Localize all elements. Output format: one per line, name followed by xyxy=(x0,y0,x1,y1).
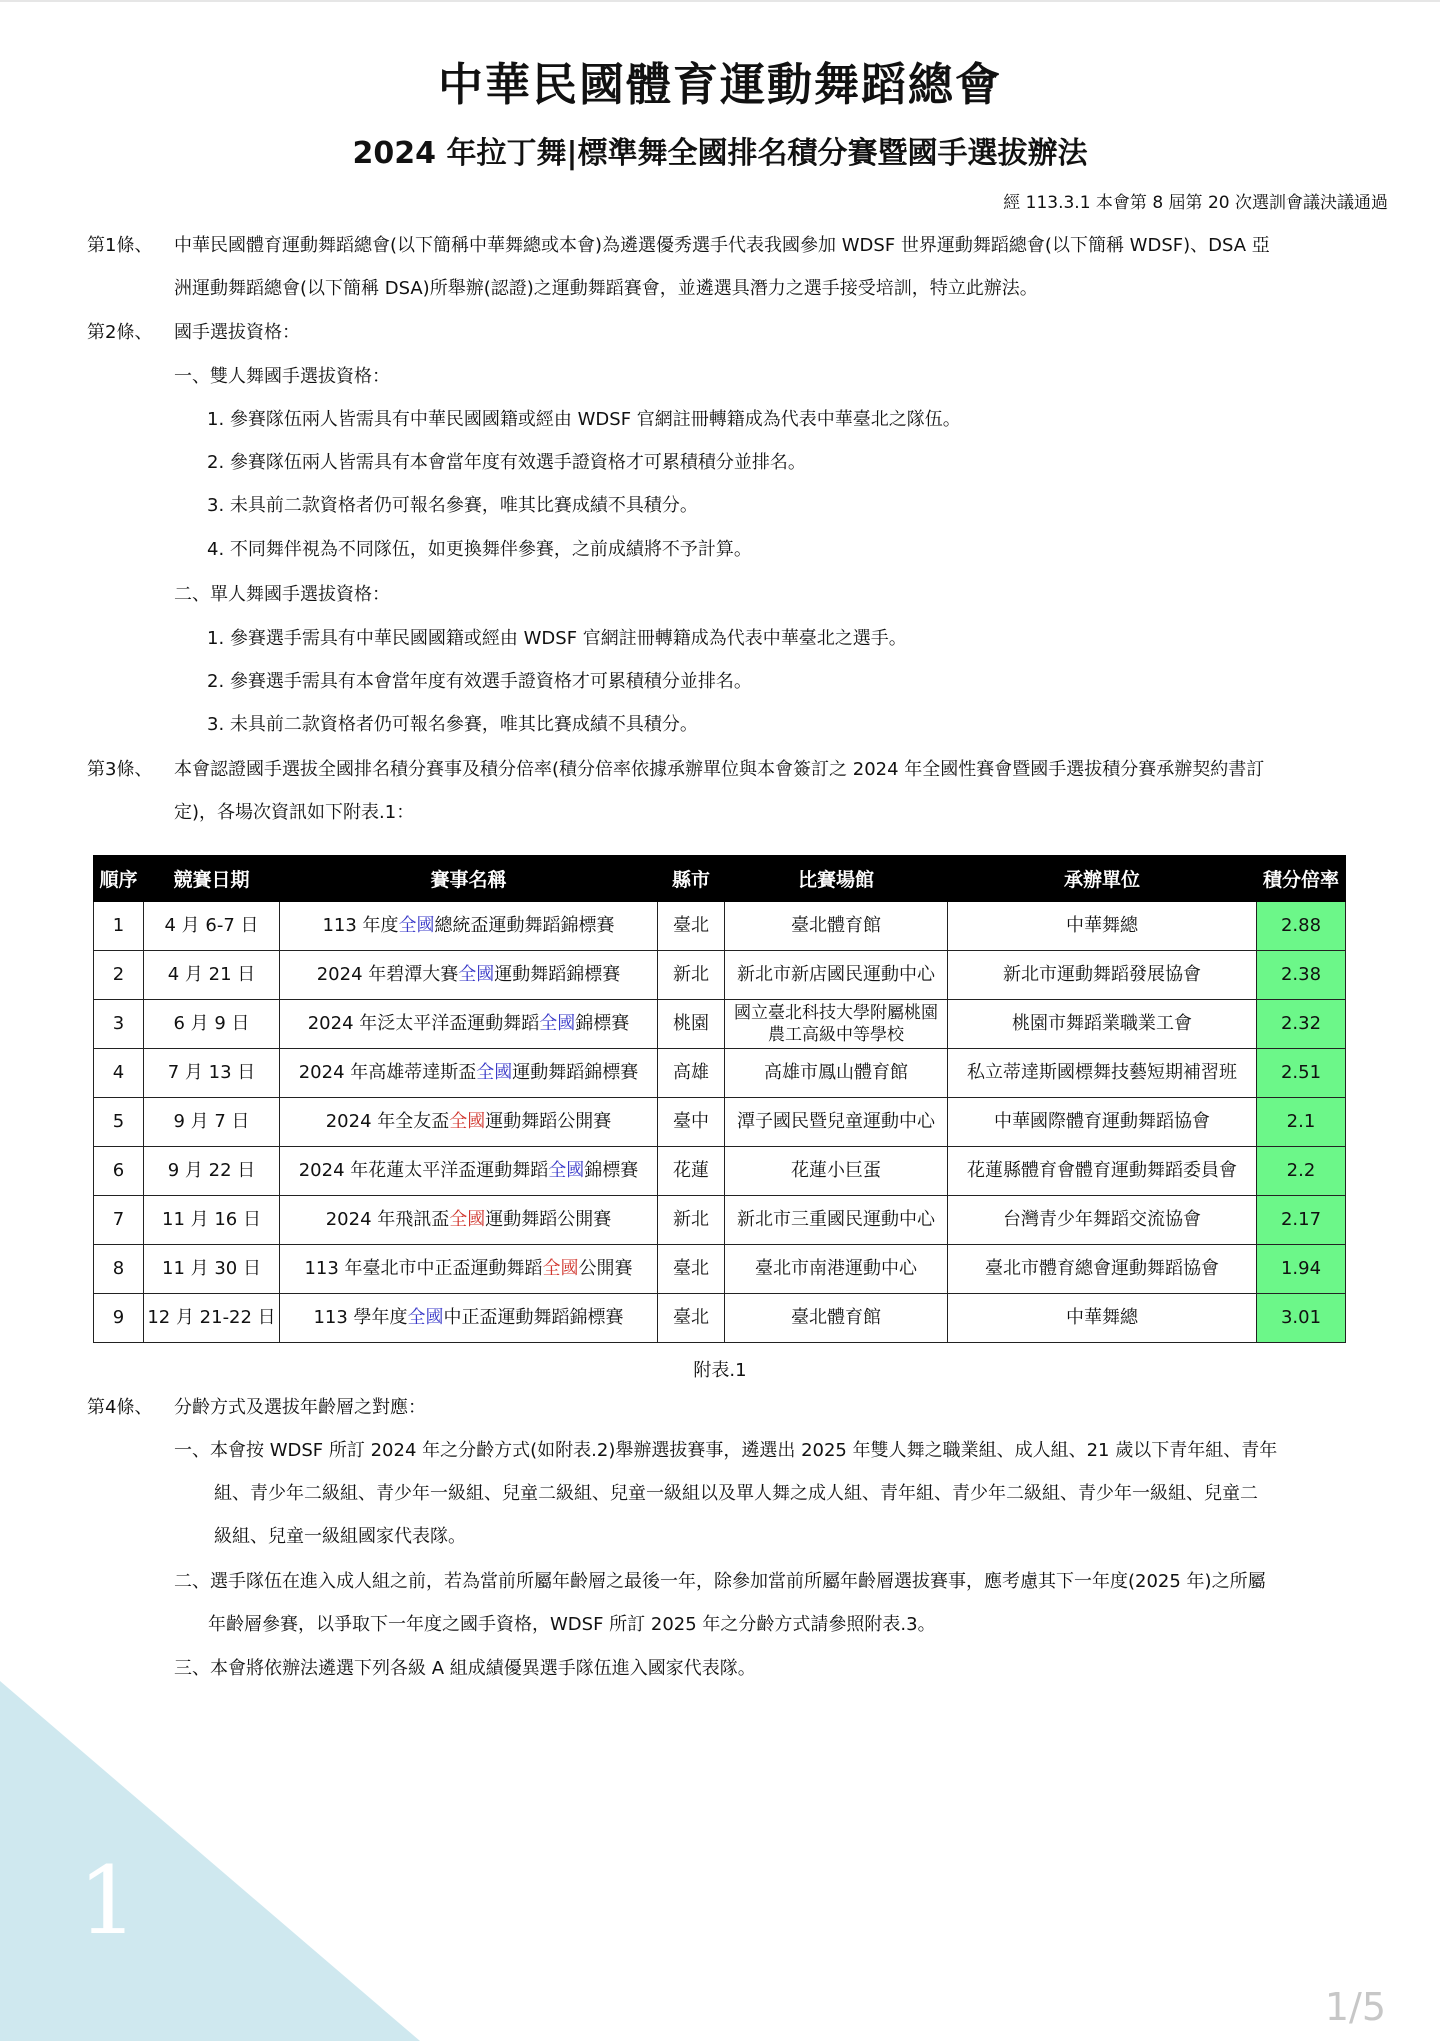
cell-event-name xyxy=(280,1049,658,1098)
article-3-line-2: 定)，各場次資訊如下附表.1： xyxy=(174,802,415,823)
cell-venue: 臺北體育館 xyxy=(725,1294,948,1343)
cell-venue: 臺北市南港運動中心 xyxy=(725,1245,948,1294)
cell-multiplier: 2.88 xyxy=(1257,902,1346,951)
cell-order: 4 xyxy=(94,1049,144,1098)
article-4-label: 第4條、 xyxy=(87,1397,153,1418)
event-name-prefix: 2024 年花蓮太平洋盃運動舞蹈 xyxy=(298,1160,549,1181)
article-4-paragraph-1-line-2: 組、青少年二級組、青少年一級組、兒童二級組、兒童一級組以及單人舞之成人組、青年組、青少年二級組、青少年一級組、兒童二 xyxy=(214,1483,1258,1504)
event-name-highlight: 全國 xyxy=(548,1160,585,1181)
cell-venue: 潭子國民暨兒童運動中心 xyxy=(725,1098,948,1147)
article-2-label: 第2條、 xyxy=(87,322,153,343)
article-1-line-2: 洲運動舞蹈總會(以下簡稱 DSA)所舉辦(認證)之運動舞蹈賽會，並遴選具潛力之選手接受培訓，特立此辦法。 xyxy=(174,278,1038,299)
article-4-paragraph-1-line-1: 一、本會按 WDSF 所訂 2024 年之分齡方式(如附表.2)舉辦選拔賽事，遴選出 2025 年雙人舞之職業組、成人組、21 歲以下青年組、青年 xyxy=(174,1440,1278,1461)
cell-city: 臺北 xyxy=(658,1245,725,1294)
article-4-paragraph-2-line-2: 年齡層參賽，以爭取下一年度之國手資格，WDSF 所訂 2025 年之分齡方式請參照附表.3。 xyxy=(208,1614,936,1635)
cell-date: 6 月 9 日 xyxy=(144,1000,280,1049)
cell-city: 花蓮 xyxy=(658,1147,725,1196)
column-header-order: 順序 xyxy=(94,856,144,902)
table-row xyxy=(94,1147,1346,1196)
article-2-section-1-item-1: 1. 參賽隊伍兩人皆需具有中華民國國籍或經由 WDSF 官網註冊轉籍成為代表中華臺北之隊伍。 xyxy=(207,409,961,430)
cell-date: 7 月 13 日 xyxy=(144,1049,280,1098)
cell-multiplier: 2.38 xyxy=(1257,951,1346,1000)
article-2-section-1: 一、雙人舞國手選拔資格： xyxy=(174,366,390,387)
cell-order: 7 xyxy=(94,1196,144,1245)
table-row xyxy=(94,1294,1346,1343)
article-4-paragraph-1 xyxy=(174,1429,1344,1558)
cell-event-name xyxy=(280,1196,658,1245)
cell-city: 臺中 xyxy=(658,1098,725,1147)
event-name-prefix: 2024 年泛太平洋盃運動舞蹈 xyxy=(307,1013,540,1034)
cell-city: 新北 xyxy=(658,951,725,1000)
cell-city: 新北 xyxy=(658,1196,725,1245)
article-2-section-2-item-1: 1. 參賽選手需具有中華民國國籍或經由 WDSF 官網註冊轉籍成為代表中華臺北之選手。 xyxy=(207,628,907,649)
top-border xyxy=(0,0,1440,2)
cell-organizer: 花蓮縣體育會體育運動舞蹈委員會 xyxy=(948,1147,1257,1196)
event-name-highlight: 全國 xyxy=(449,1209,486,1230)
article-2-section-2-item-3: 3. 未具前二款資格者仍可報名參賽，唯其比賽成績不具積分。 xyxy=(207,714,698,735)
cell-venue: 高雄市鳳山體育館 xyxy=(725,1049,948,1098)
article-2-text: 國手選拔資格： xyxy=(174,322,300,343)
cell-venue: 新北市新店國民運動中心 xyxy=(725,951,948,1000)
event-name-suffix: 運動舞蹈公開賽 xyxy=(485,1111,612,1132)
table-row xyxy=(94,1196,1346,1245)
article-2-section-2-item-2: 2. 參賽選手需具有本會當年度有效選手證資格才可累積積分並排名。 xyxy=(207,671,752,692)
cell-multiplier: 2.1 xyxy=(1257,1098,1346,1147)
article-3-label: 第3條、 xyxy=(87,759,153,780)
article-4-paragraph-2-line-1: 二、選手隊伍在進入成人組之前，若為當前所屬年齡層之最後一年，除參加當前所屬年齡層選拔賽事，應考慮其下一年度(2025 年)之所屬 xyxy=(174,1571,1266,1592)
page-number: 1 xyxy=(78,1847,138,1956)
event-name-highlight: 全國 xyxy=(476,1062,513,1083)
event-name-prefix: 2024 年高雄蒂達斯盃 xyxy=(298,1062,477,1083)
cell-date: 11 月 30 日 xyxy=(144,1245,280,1294)
document-subtitle: 2024 年拉丁舞|標準舞全國排名積分賽暨國手選拔辦法 xyxy=(352,136,1088,171)
cell-event-name xyxy=(280,1147,658,1196)
table-caption: 附表.1 xyxy=(693,1360,747,1381)
cell-organizer: 中華舞總 xyxy=(948,902,1257,951)
article-2-section-1-item-4: 4. 不同舞伴視為不同隊伍，如更換舞伴參賽，之前成績將不予計算。 xyxy=(207,539,752,560)
cell-date: 12 月 21-22 日 xyxy=(144,1294,280,1343)
cell-multiplier: 2.32 xyxy=(1257,1000,1346,1049)
event-name-highlight: 全國 xyxy=(542,1258,579,1279)
column-header-date: 競賽日期 xyxy=(144,856,280,902)
event-name-suffix: 中正盃運動舞蹈錦標賽 xyxy=(443,1307,624,1328)
cell-multiplier: 3.01 xyxy=(1257,1294,1346,1343)
article-3-line-1: 本會認證國手選拔全國排名積分賽事及積分倍率(積分倍率依據承辦單位與本會簽訂之 2024 年全國性賽會暨國手選拔積分賽承辦契約書訂 xyxy=(174,759,1265,780)
cell-organizer: 私立蒂達斯國標舞技藝短期補習班 xyxy=(948,1049,1257,1098)
column-header-organizer: 承辦單位 xyxy=(948,856,1257,902)
column-header-city: 縣市 xyxy=(658,856,725,902)
event-name-highlight: 全國 xyxy=(398,915,435,936)
event-name-suffix: 總統盃運動舞蹈錦標賽 xyxy=(434,915,615,936)
event-name-highlight: 全國 xyxy=(449,1111,486,1132)
event-name-prefix: 113 學年度 xyxy=(313,1307,408,1328)
cell-date: 9 月 22 日 xyxy=(144,1147,280,1196)
article-4-text: 分齡方式及選拔年齡層之對應： xyxy=(174,1397,426,1418)
event-name-suffix: 錦標賽 xyxy=(575,1013,630,1034)
cell-city: 臺北 xyxy=(658,1294,725,1343)
event-name-prefix: 113 年度 xyxy=(322,915,399,936)
cell-event-name xyxy=(280,1098,658,1147)
decorative-corner-shape xyxy=(0,1681,420,2041)
column-header-multiplier: 積分倍率 xyxy=(1257,856,1346,902)
event-name-suffix: 運動舞蹈錦標賽 xyxy=(512,1062,639,1083)
cell-city: 臺北 xyxy=(658,902,725,951)
article-3-text xyxy=(174,748,1348,834)
column-header-event-name: 賽事名稱 xyxy=(280,856,658,902)
article-4-paragraph-2 xyxy=(174,1560,1344,1646)
cell-date: 4 月 21 日 xyxy=(144,951,280,1000)
cell-organizer: 中華舞總 xyxy=(948,1294,1257,1343)
cell-organizer: 新北市運動舞蹈發展協會 xyxy=(948,951,1257,1000)
table-row xyxy=(94,951,1346,1000)
cell-venue: 新北市三重國民運動中心 xyxy=(725,1196,948,1245)
table-header-row xyxy=(94,856,1346,902)
cell-city: 桃園 xyxy=(658,1000,725,1049)
article-4-paragraph-3: 三、本會將依辦法遴選下列各級 A 組成績優異選手隊伍進入國家代表隊。 xyxy=(174,1658,756,1679)
cell-event-name xyxy=(280,951,658,1000)
approval-note: 經 113.3.1 本會第 8 屆第 20 次選訓會議決議通過 xyxy=(1003,193,1388,213)
document-title: 中華民國體育運動舞蹈總會 xyxy=(437,58,1002,111)
article-1-label: 第1條、 xyxy=(87,235,153,256)
cell-order: 5 xyxy=(94,1098,144,1147)
table-row xyxy=(94,1049,1346,1098)
cell-order: 1 xyxy=(94,902,144,951)
table-body xyxy=(94,902,1346,1343)
event-name-highlight: 全國 xyxy=(407,1307,444,1328)
event-name-prefix: 113 年臺北市中正盃運動舞蹈 xyxy=(304,1258,543,1279)
cell-multiplier: 2.51 xyxy=(1257,1049,1346,1098)
cell-date: 9 月 7 日 xyxy=(144,1098,280,1147)
cell-date: 4 月 6-7 日 xyxy=(144,902,280,951)
cell-event-name xyxy=(280,902,658,951)
event-name-prefix: 2024 年飛訊盃 xyxy=(325,1209,450,1230)
table-row xyxy=(94,902,1346,951)
cell-multiplier: 2.17 xyxy=(1257,1196,1346,1245)
event-name-prefix: 2024 年碧潭大賽 xyxy=(316,964,459,985)
article-2-section-1-item-3: 3. 未具前二款資格者仍可報名參賽，唯其比賽成績不具積分。 xyxy=(207,495,698,516)
cell-venue: 國立臺北科技大學附屬桃園農工高級中等學校 xyxy=(725,1000,948,1049)
event-name-highlight: 全國 xyxy=(539,1013,576,1034)
cell-organizer: 桃園市舞蹈業職業工會 xyxy=(948,1000,1257,1049)
column-header-venue: 比賽場館 xyxy=(725,856,948,902)
cell-event-name xyxy=(280,1294,658,1343)
cell-city: 高雄 xyxy=(658,1049,725,1098)
cell-order: 8 xyxy=(94,1245,144,1294)
table-row xyxy=(94,1245,1346,1294)
page-indicator: 1/5 xyxy=(1324,1985,1386,2029)
article-2-section-1-item-2: 2. 參賽隊伍兩人皆需具有本會當年度有效選手證資格才可累積積分並排名。 xyxy=(207,452,806,473)
cell-venue: 臺北體育館 xyxy=(725,902,948,951)
cell-organizer: 台灣青少年舞蹈交流協會 xyxy=(948,1196,1257,1245)
cell-order: 9 xyxy=(94,1294,144,1343)
cell-multiplier: 2.2 xyxy=(1257,1147,1346,1196)
events-table xyxy=(93,855,1346,1343)
event-name-prefix: 2024 年全友盃 xyxy=(325,1111,450,1132)
cell-venue: 花蓮小巨蛋 xyxy=(725,1147,948,1196)
article-2-section-2: 二、單人舞國手選拔資格： xyxy=(174,584,390,605)
cell-date: 11 月 16 日 xyxy=(144,1196,280,1245)
cell-organizer: 臺北市體育總會運動舞蹈協會 xyxy=(948,1245,1257,1294)
table-row xyxy=(94,1000,1346,1049)
event-name-highlight: 全國 xyxy=(458,964,495,985)
cell-multiplier: 1.94 xyxy=(1257,1245,1346,1294)
event-name-suffix: 錦標賽 xyxy=(584,1160,639,1181)
article-1-text xyxy=(174,224,1348,310)
cell-event-name xyxy=(280,1245,658,1294)
article-1-line-1: 中華民國體育運動舞蹈總會(以下簡稱中華舞總或本會)為遴選優秀選手代表我國參加 WDSF 世界運動舞蹈總會(以下簡稱 WDSF)、DSA 亞 xyxy=(174,235,1270,256)
event-name-suffix: 公開賽 xyxy=(578,1258,633,1279)
table-row xyxy=(94,1098,1346,1147)
cell-event-name xyxy=(280,1000,658,1049)
cell-order: 3 xyxy=(94,1000,144,1049)
cell-order: 6 xyxy=(94,1147,144,1196)
cell-order: 2 xyxy=(94,951,144,1000)
cell-organizer: 中華國際體育運動舞蹈協會 xyxy=(948,1098,1257,1147)
article-4-paragraph-1-line-3: 級組、兒童一級組國家代表隊。 xyxy=(214,1526,466,1547)
event-name-suffix: 運動舞蹈公開賽 xyxy=(485,1209,612,1230)
event-name-suffix: 運動舞蹈錦標賽 xyxy=(494,964,621,985)
